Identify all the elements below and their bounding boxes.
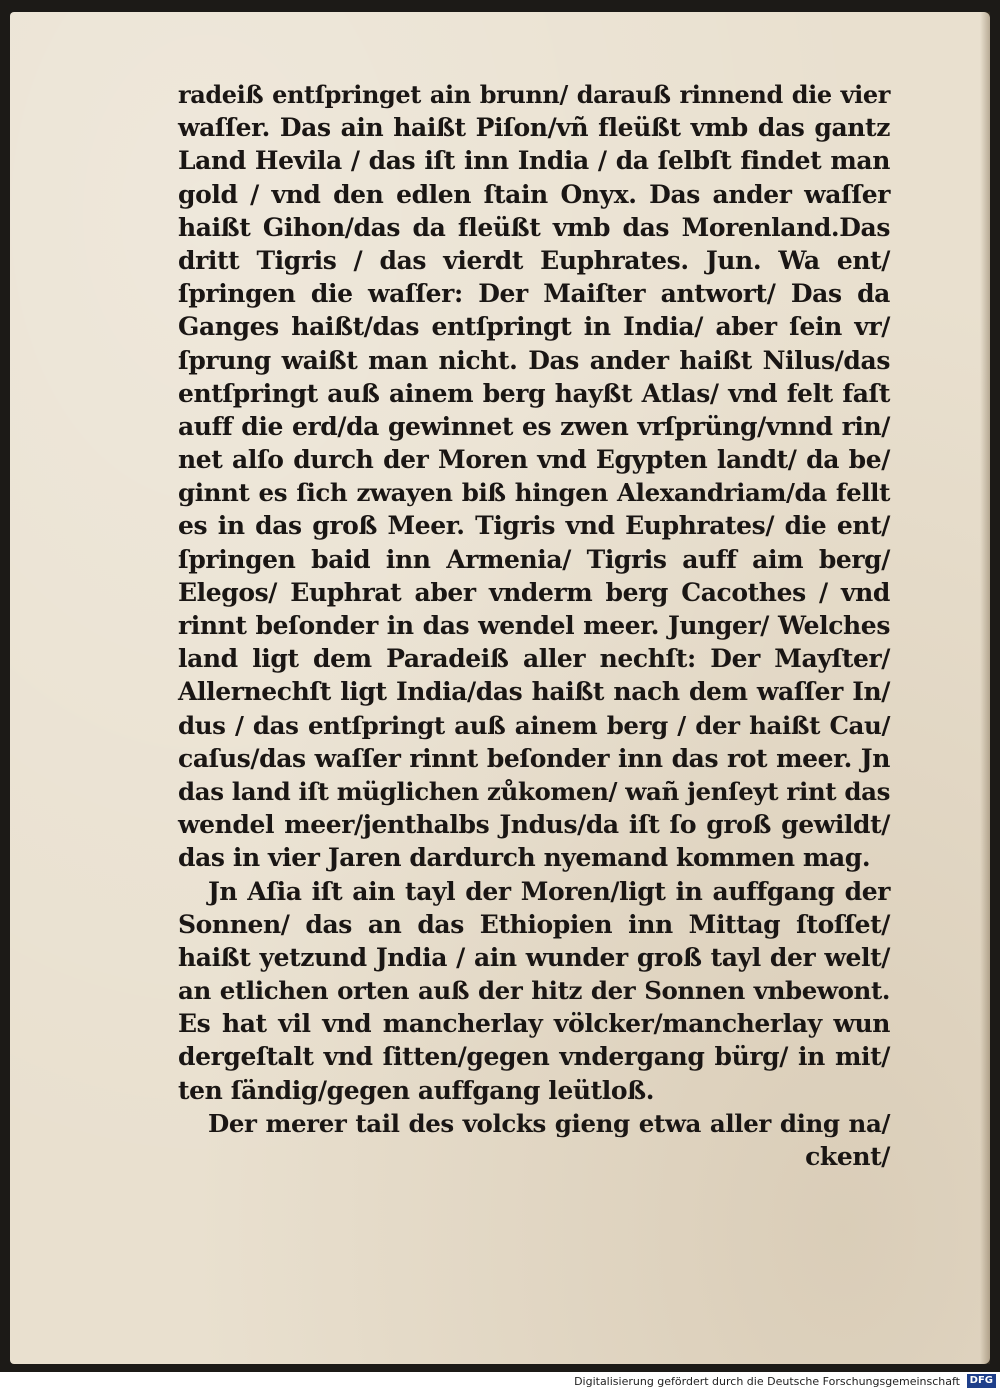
text-line: Ganges haißt/das entſpringt in India/ aber ſein vr/ [178,312,890,342]
text-line: dritt Tigris / das vierdt Euphrates. Jun. Wa ent/ [178,245,890,275]
text-line: ten ſändig/gegen auffgang leütloß. [178,1075,655,1105]
text-line: ginnt es ſich zwayen biß hingen Alexandriam/da fellt [178,478,890,508]
dfg-logo: DFG [967,1374,996,1388]
text-line: Elegos/ Euphrat aber vnderm berg Cacothes / vnd [178,577,890,607]
text-block [178,78,890,1173]
page-edge-shadow [980,12,990,1364]
text-line: das in vier Jaren dardurch nyemand kommen mag. [178,843,871,873]
text-line: haißt Gihon/das da fleüßt vmb das Morenland.Das [178,212,890,242]
text-line: rinnt beſonder in das wendel meer. Junger/ Welches [178,611,890,640]
digitization-footer [0,1372,1000,1392]
text-line: ſpringen die waſſer: Der Maiſter antwort/ Das da [178,279,890,309]
text-line: wendel meer/jenthalbs Jndus/da iſt ſo groß gewildt/ [178,810,890,840]
paragraph-start-line: Jn Aſia iſt ain tayl der Moren/ligt in auffgang der [208,876,890,906]
text-line: an etlichen orten auß der hitz der Sonnen vnbewont. [178,976,890,1006]
book-page [10,12,990,1364]
text-line: Land Hevila / das iſt inn India / da ſelbſt findet man [178,146,890,176]
text-line: dergeſtalt vnd ſitten/gegen vndergang bürg/ in mit/ [178,1042,890,1072]
text-line: auff die erd/da gewinnet es zwen vrſprüng/vnnd rin/ [178,411,890,441]
catchword: ckent/ [805,1142,890,1171]
text-line: ſpringen baid inn Armenia/ Tigris auff aim berg/ [178,544,890,574]
text-line: Es hat vil vnd mancherlay völcker/mancherlay wun [178,1009,890,1039]
text-line: Allernechſt ligt India/das haißt nach dem waſſer In/ [178,677,890,707]
footer-credit: Digitalisierung gefördert durch die Deutsche Forschungsgemeinschaft [574,1375,960,1388]
text-line: radeiß entſpringet ain brunn/ darauß rinnend die vier [178,80,890,109]
text-line: waſſer. Das ain haißt Piſon/vñ fleüßt vmb das gantz [178,113,890,143]
text-line: entſpringt auß ainem berg hayßt Atlas/ vnd felt faſt [178,378,890,408]
text-line: haißt yetzund Jndia / ain wunder groß tayl der welt/ [178,942,890,972]
paragraph-start-line: Der merer tail des volcks gieng etwa aller ding na/ [208,1108,890,1138]
text-line: es in das groß Meer. Tigris vnd Euphrates/ die ent/ [178,511,890,541]
text-line: net alſo durch der Moren vnd Egypten landt/ da be/ [178,445,890,475]
text-line: land ligt dem Paradeiß aller nechſt: Der Mayſter/ [178,644,890,674]
text-line: gold / vnd den edlen ſtain Onyx. Das ander waſſer [178,179,890,209]
text-line: ſprung waißt man nicht. Das ander haißt Nilus/das [178,345,890,375]
text-line: caſus/das waſſer rinnt beſonder inn das rot meer. Jn [178,743,890,773]
text-line: das land iſt müglichen zůkomen/ wañ jenſeyt rint das [178,776,890,806]
text-line: Sonnen/ das an das Ethiopien inn Mittag ſtoſſet/ [178,909,890,939]
text-line: dus / das entſpringt auß ainem berg / der haißt Cau/ [178,710,890,740]
